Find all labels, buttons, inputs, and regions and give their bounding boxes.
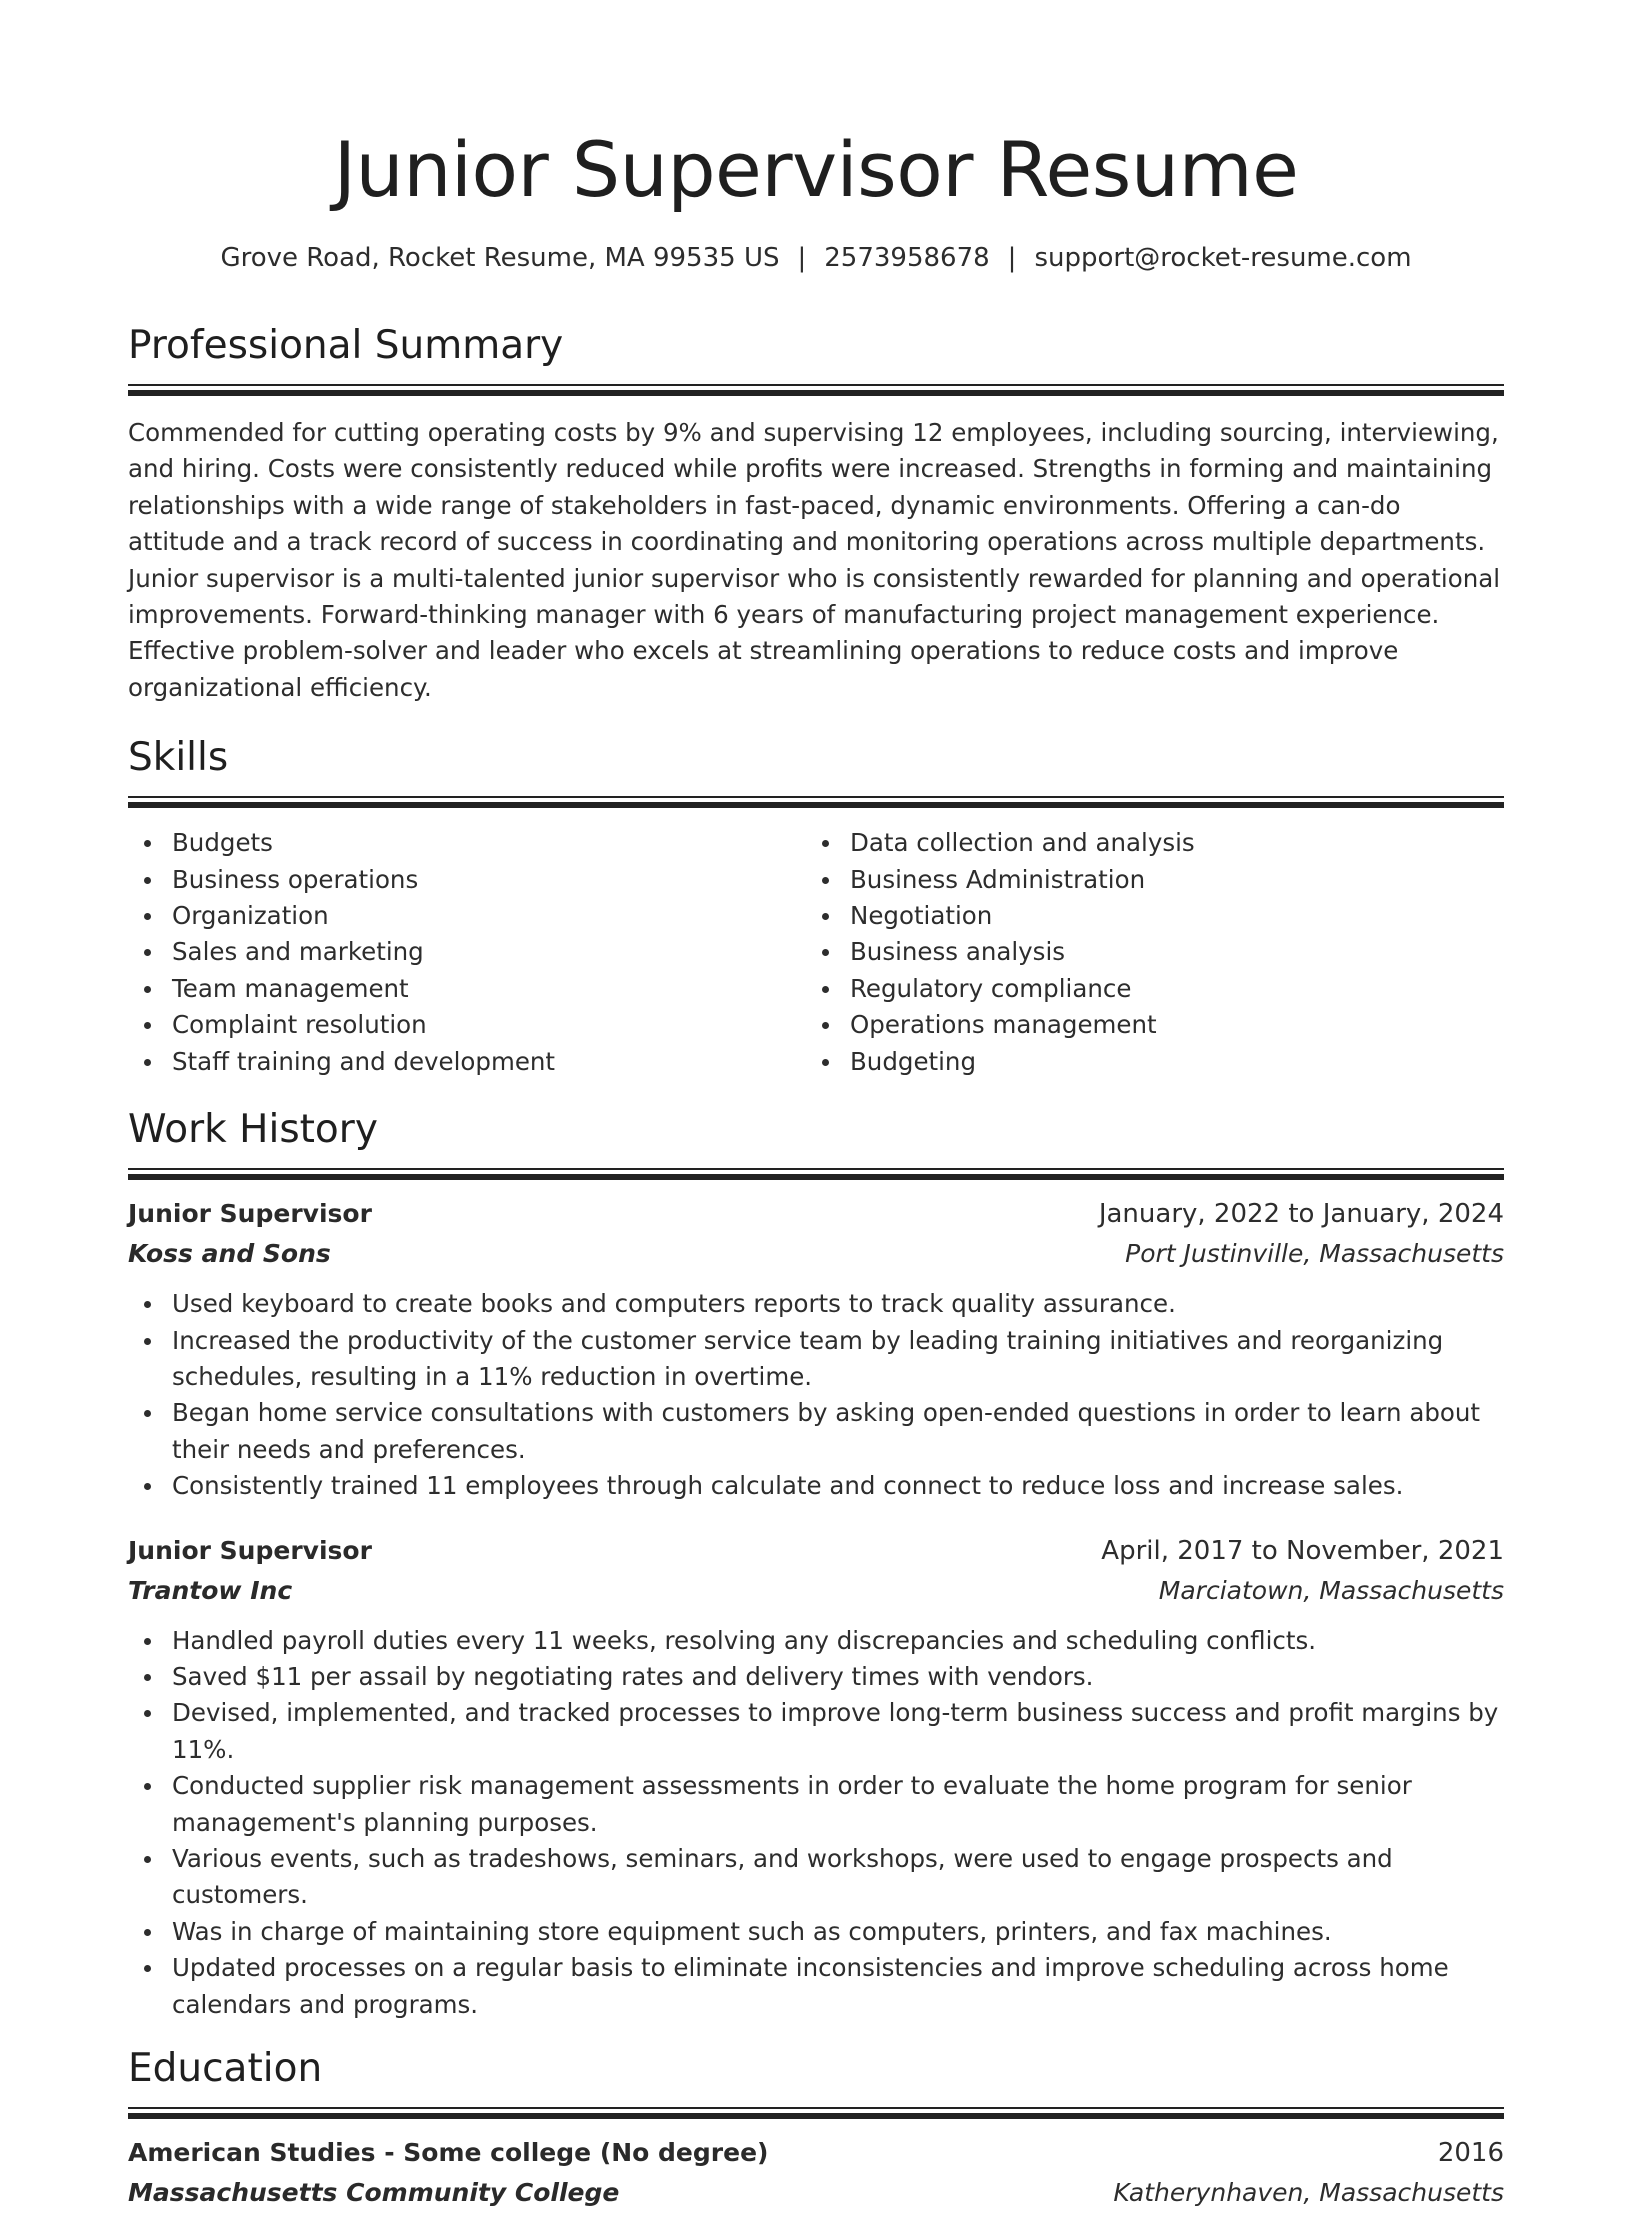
education-degree: American Studies - Some college (No degree) xyxy=(128,2138,769,2167)
skills-list-left xyxy=(128,825,806,1080)
skill-item: Business operations xyxy=(128,862,806,898)
job-bullet: Conducted supplier risk management assessments in order to evaluate the home program for senior management's planning purposes. xyxy=(128,1768,1504,1841)
section-divider xyxy=(128,384,1504,396)
skill-item: Budgeting xyxy=(806,1044,1195,1080)
skills-columns xyxy=(128,825,1504,1080)
skill-item: Business analysis xyxy=(806,934,1195,970)
job-company: Koss and Sons xyxy=(128,1239,331,1269)
education-location: Katherynhaven, Massachusetts xyxy=(1113,2178,1504,2207)
skill-item: Data collection and analysis xyxy=(806,825,1195,861)
job-bullet: Various events, such as tradeshows, seminars, and workshops, were used to engage prospects and customers. xyxy=(128,1841,1504,1914)
education-school: Massachusetts Community College xyxy=(128,2178,620,2207)
job-bullet: Consistently trained 11 employees through calculate and connect to reduce loss and increase sales. xyxy=(128,1468,1504,1504)
job-entry xyxy=(128,1531,1504,2023)
job-bullet: Updated processes on a regular basis to eliminate inconsistencies and improve scheduling across home calendars and programs. xyxy=(128,1950,1504,2023)
skill-item: Regulatory compliance xyxy=(806,971,1195,1007)
contact-line xyxy=(128,240,1504,276)
job-bullet: Handled payroll duties every 11 weeks, resolving any discrepancies and scheduling conflicts. xyxy=(128,1623,1504,1659)
work-heading: Work History xyxy=(128,1107,378,1153)
skill-item: Negotiation xyxy=(806,898,1195,934)
section-divider xyxy=(128,1168,1504,1180)
summary-text: Commended for cutting operating costs by 9% and supervising 12 employees, including sourcing, interviewing, and hiring. Costs were consistently reduced while profits were increased. Strengths in forming and maintaining relationships with a wide range of stakeholders in fast-paced, dynamic environments. Offering a can-do attitude and a track record of success in coordinating and monitoring operations across multiple departments. Junior supervisor is a multi-talented junior supervisor who is consistently rewarded for planning and operational improvements. Forward-thinking manager with 6 years of manufacturing project management experience. Effective problem-solver and leader who excels at streamlining operations to reduce costs and improve organizational efficiency. xyxy=(128,418,1501,702)
work-section xyxy=(128,1106,1504,2023)
job-bullet: Used keyboard to create books and computers reports to track quality assurance. xyxy=(128,1286,1504,1322)
skill-item: Team management xyxy=(128,971,806,1007)
section-divider xyxy=(128,2107,1504,2119)
skill-item: Organization xyxy=(128,898,806,934)
job-header xyxy=(128,1531,1504,1571)
skill-item: Budgets xyxy=(128,825,806,861)
job-location: Port Justinville, Massachusetts xyxy=(1125,1239,1504,1269)
education-header xyxy=(128,2133,1504,2173)
skill-item: Staff training and development xyxy=(128,1044,806,1080)
job-title: Junior Supervisor xyxy=(128,1535,372,1565)
resume-title: Junior Supervisor Resume xyxy=(333,125,1299,214)
job-dates: January, 2022 to January, 2024 xyxy=(1098,1199,1504,1230)
job-subheader xyxy=(128,1234,1504,1274)
job-bullet: Began home service consultations with customers by asking open-ended questions in order to learn about their needs and preferences. xyxy=(128,1395,1504,1468)
contact-email: support@rocket-resume.com xyxy=(1034,243,1412,273)
skill-item: Operations management xyxy=(806,1007,1195,1043)
job-entry xyxy=(128,1194,1504,1504)
job-bullet: Was in charge of maintaining store equipment such as computers, printers, and fax machines. xyxy=(128,1914,1504,1950)
section-divider xyxy=(128,796,1504,808)
education-subheader xyxy=(128,2173,1504,2213)
summary-section xyxy=(128,322,1504,706)
job-header xyxy=(128,1194,1504,1234)
job-bullet: Increased the productivity of the customer service team by leading training initiatives and reorganizing schedules, resulting in a 11% reduction in overtime. xyxy=(128,1323,1504,1396)
contact-phone: 2573958678 xyxy=(824,243,990,273)
skills-list-right xyxy=(806,825,1195,1080)
summary-heading: Professional Summary xyxy=(128,323,564,368)
job-bullet: Devised, implemented, and tracked processes to improve long-term business success and profit margins by 11%. xyxy=(128,1695,1504,1768)
contact-separator: | xyxy=(1007,243,1017,273)
contact-address: Grove Road, Rocket Resume, MA 99535 US xyxy=(220,243,780,273)
education-year: 2016 xyxy=(1437,2138,1504,2168)
job-title: Junior Supervisor xyxy=(128,1199,372,1229)
education-section xyxy=(128,2045,1504,2213)
skill-item: Business Administration xyxy=(806,862,1195,898)
skill-item: Complaint resolution xyxy=(128,1007,806,1043)
skills-heading: Skills xyxy=(128,735,229,781)
job-subheader xyxy=(128,1571,1504,1611)
education-heading: Education xyxy=(128,2046,323,2091)
skill-item: Sales and marketing xyxy=(128,934,806,970)
skills-section xyxy=(128,734,1504,1080)
job-bullets xyxy=(128,1286,1504,1504)
job-dates: April, 2017 to November, 2021 xyxy=(1101,1535,1504,1566)
job-bullets xyxy=(128,1623,1504,2023)
job-location: Marciatown, Massachusetts xyxy=(1158,1575,1504,1605)
job-company: Trantow Inc xyxy=(128,1575,293,1605)
education-entry xyxy=(128,2133,1504,2213)
job-bullet: Saved $11 per assail by negotiating rates and delivery times with vendors. xyxy=(128,1659,1504,1695)
contact-separator: | xyxy=(797,243,807,273)
